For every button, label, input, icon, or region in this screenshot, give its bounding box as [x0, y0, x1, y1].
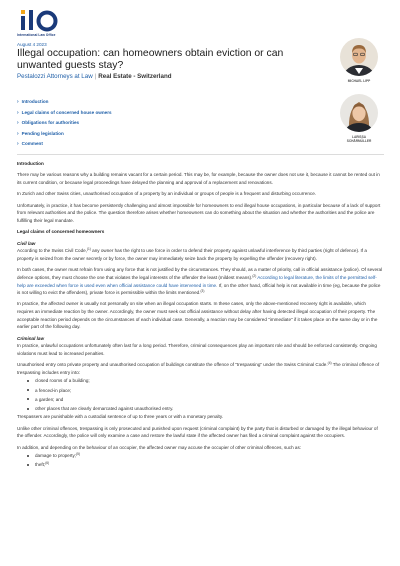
list-item: [27, 451, 383, 460]
table-of-contents: [17, 97, 112, 150]
toc-item-legal-claims[interactable]: [17, 108, 112, 119]
paragraph: Unlike other criminal offences, trespassing is only prosecuted and punished upon request (criminal complaint) by the party that is disturbed or damaged by the illegal behaviour of the offender. Accordingly, the police will only examine a case and restore the lawful state if the affected owner has filed a criminal complaint against the occupiers.: [17, 425, 378, 439]
footnote-ref[interactable]: (3): [200, 289, 205, 294]
byline-separator: |: [94, 73, 97, 80]
footnote-ref[interactable]: (5): [76, 452, 81, 457]
chevron-right-icon: ›: [17, 120, 19, 127]
trespass-list: [17, 376, 383, 413]
paragraph: In Zurich and other Swiss cities, unauthorised occupation of a property by an individual or groups of people is a frequent and disturbing occurrence.: [17, 191, 317, 197]
author-name: MICHAEL LIPP: [347, 79, 371, 83]
text: Unauthorised entry onto private property and unauthorised occupation of buildings constitute the offence of "trespassing" under the Swiss Criminal Code.: [17, 362, 328, 368]
list-item: other places that are clearly demarcated against unauthorised entry.: [27, 404, 383, 413]
offence-list: [17, 451, 383, 469]
byline: [17, 73, 172, 80]
toc-item-label: Pending legislation: [21, 130, 64, 136]
paragraph: [17, 266, 383, 296]
logo-text: International Law Office: [17, 33, 56, 37]
paragraph: Trespassers are punishable with a custodial sentence of up to three years or with a monetary penalty.: [17, 414, 224, 420]
paragraph: In practice, the affected owner is usually not personally on site when an illegal occupation starts. In these cases, only the above-mentioned recovery right is available, which requires an immediate reaction by the owner. Accordingly, the owner must seek out official assistance without delay after having detected illegal occupation of their property. The acceptable reaction period depends on the circumstances of each individual case. Generally, a reaction may be considered "immediate" if it takes place on the same day or in the earlier part of the following day.: [17, 301, 378, 330]
footnote-ref[interactable]: (6): [45, 461, 50, 466]
logo-mark-icon: [17, 8, 63, 32]
text: theft;: [35, 462, 46, 468]
author-avatar: [340, 38, 378, 76]
chevron-right-icon: ›: [17, 99, 19, 105]
author-card[interactable]: [334, 94, 384, 143]
footnote-ref[interactable]: (4): [327, 361, 332, 366]
author-avatar: [340, 94, 378, 132]
inline-link[interactable]: According to legal literature, the limits of the permitted self-help are exceeded when force is used even when official assistance could have intervened in time.: [17, 274, 377, 288]
list-item: closed rooms of a building;: [27, 376, 383, 385]
toc-item-pending-legislation[interactable]: [17, 129, 112, 140]
text: In both cases, the owner must refrain from using any force that is not justified by the circumstances. They should, as a matter of priority, call in official assistance (police). Of several defence options, they must choose the one that violates the legal interests of the offender the least (mildest means).: [17, 267, 383, 280]
paragraph: In practice, unlawful occupations unfortunately often last for a long period. Therefore, criminal consequences play an important role and should be enforced consistently. Ongoing violations must lead to increased penalties.: [17, 343, 377, 356]
toc-item-label: Introduction: [21, 99, 49, 104]
toc-item-label: Comment: [21, 141, 43, 147]
text: The criminal offence of trespassing includes entry into:: [17, 362, 380, 375]
portrait-woman-icon: [340, 94, 378, 132]
list-item: a fenced-in place;: [27, 386, 383, 395]
author-card[interactable]: [334, 38, 384, 83]
chevron-right-icon: ›: [17, 141, 19, 148]
paragraph: [17, 247, 383, 262]
text: If, on the other hand, official help is not available in time (eg, because the police is not willing to evict the offenders), private force is permissible within the limits mentioned.: [17, 282, 381, 296]
text: According to the Swiss Civil Code,: [17, 248, 87, 254]
paragraph: Unfortunately, in practice, it has become persistently challenging and almost impossible for homeowners to end illegal house occupations, in particular because of a lack of support from relevant authorities and the police. The question therefore arises whether homeowners can do something about the situation and whether the authorities and the police are fulfilling their legal mandate.: [17, 202, 381, 223]
toc-item-obligations[interactable]: [17, 118, 112, 129]
chevron-right-icon: ›: [17, 109, 19, 116]
category-label: Real Estate - Switzerland: [98, 73, 172, 80]
author-name: LARISSA SCHÄRMÜLLER: [346, 135, 372, 143]
article-body: [17, 160, 383, 470]
toc-item-label: Obligations for authorities: [21, 120, 80, 126]
firm-link[interactable]: Pestalozzi Attorneys at Law: [17, 73, 93, 80]
article-date: August 4 2023: [17, 42, 47, 47]
portrait-man-icon: [340, 38, 378, 76]
subsection-heading: Civil law: [17, 240, 36, 246]
section-heading: Legal claims of concerned homeowners: [17, 229, 105, 235]
paragraph: [17, 361, 383, 376]
list-item: [27, 460, 383, 469]
paragraph: In addition, and depending on the behaviour of an occupier, the affected owner may accuse the occupier of other criminal offences, such as:: [17, 444, 302, 450]
toc-item-comment[interactable]: [17, 139, 112, 150]
list-item: a garden; and: [27, 395, 383, 404]
text: any owner has the right to use force in order to defend their property against unlawful interference by third parties (right of defence). If a property is seized from the owner secretly or by force, the owner may immediately seize back the property by expelling the offender (recovery right).: [17, 248, 367, 261]
paragraph: There may be various reasons why a building remains vacant for a certain period. This may be, for example, because the owner does not use it, because it cannot be rented out in its current condition, or because legal proceedings have delayed the planning and approval of a replacement and renovations.: [17, 172, 380, 185]
text: damage to property;: [35, 453, 77, 459]
footnote-ref[interactable]: (2): [252, 273, 257, 278]
ilo-logo[interactable]: [17, 8, 63, 38]
footnote-ref[interactable]: (1): [86, 247, 91, 252]
toc-item-label: Legal claims of concerned house owners: [21, 109, 112, 115]
section-divider: [17, 154, 384, 155]
toc-item-introduction[interactable]: [17, 97, 112, 108]
article-title: Illegal occupation: can homeowners obtain eviction or can unwanted guests stay?: [17, 48, 284, 72]
subsection-heading: Criminal law: [17, 335, 45, 341]
chevron-right-icon: ›: [17, 130, 19, 137]
section-heading: Introduction: [17, 161, 44, 166]
